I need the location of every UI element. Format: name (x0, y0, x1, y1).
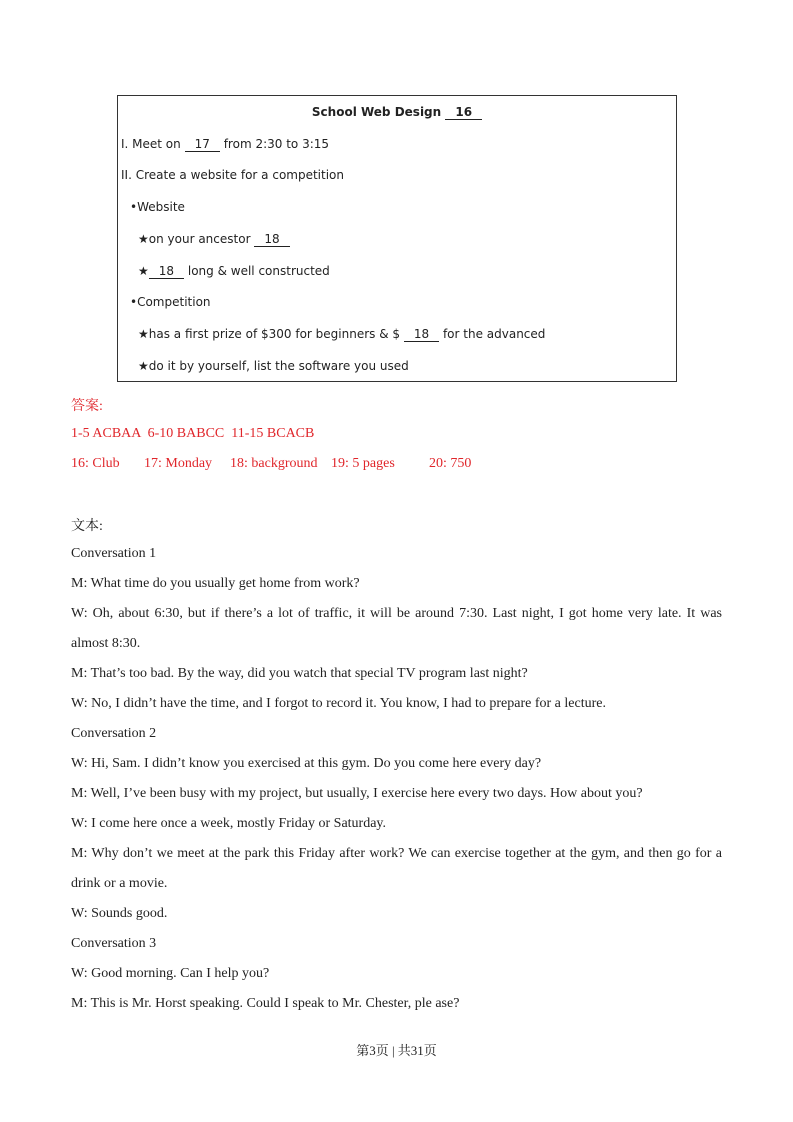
create-row: II. Create a website for a competition (121, 168, 345, 182)
star-icon: ★ (138, 359, 149, 373)
competition-row (130, 295, 211, 309)
prize-row (138, 327, 545, 342)
text-line: M: What time do you usually get home from work? (71, 576, 360, 591)
blank-18c: 18 (404, 328, 439, 342)
blank-18b: 18 (149, 265, 184, 279)
meet-row (121, 137, 329, 152)
yourself-row (138, 359, 409, 373)
blank-18a: 18 (254, 233, 289, 247)
answer-16: 16: Club (71, 456, 120, 471)
text-line: M: Well, I’ve been busy with my project, but usually, I exercise here every two days. How about you? (71, 786, 643, 801)
long-text: long & well constructed (187, 264, 330, 278)
star-icon: ★ (138, 264, 149, 278)
text-line: Conversation 1 (71, 546, 157, 561)
meet-prefix: I. Meet on (121, 137, 181, 151)
ancestor-text: on your ancestor (148, 232, 251, 246)
text-line: W: Good morning. Can I help you? (71, 966, 270, 981)
text-line: W: Hi, Sam. I didn’t know you exercised at this gym. Do you come here every day? (71, 756, 542, 771)
text-line: W: No, I didn’t have the time, and I forgot to record it. You know, I had to prepare for a lecture. (71, 696, 606, 711)
answers-heading: 答案: (71, 399, 103, 414)
website-row (130, 200, 185, 214)
text-line: M: That’s too bad. By the way, did you watch that special TV program last night? (71, 666, 528, 681)
answer-17: 17: Monday (144, 456, 213, 471)
text-line: Conversation 3 (71, 936, 157, 951)
bullet-icon: • (130, 200, 138, 214)
answer-20: 20: 750 (429, 456, 472, 471)
box-title (118, 105, 676, 120)
star-icon: ★ (138, 232, 149, 246)
text-line: almost 8:30. (71, 636, 141, 651)
meet-suffix: from 2:30 to 3:15 (223, 137, 330, 151)
answers-choice: 1-5 ACBAA 6-10 BABCC 11-15 BCACB (71, 426, 315, 441)
answer-18: 18: background (230, 456, 318, 471)
answers-fill (71, 456, 722, 472)
ancestor-row (138, 232, 290, 247)
text-line: M: Why don’t we meet at the park this Friday after work? We can exercise together at the gym, and then go for a (71, 846, 722, 861)
text-line: drink or a movie. (71, 876, 168, 891)
page-footer: 第3页 | 共31页 (356, 1043, 437, 1058)
text-line: M: This is Mr. Horst speaking. Could I speak to Mr. Chester, ple ase? (71, 996, 460, 1011)
text-line: W: Sounds good. (71, 906, 168, 921)
title-text: School Web Design (311, 105, 442, 119)
long-row (138, 264, 330, 279)
prize-suffix: for the advanced (442, 327, 546, 341)
text-line: Conversation 2 (71, 726, 157, 741)
yourself-text: do it by yourself, list the software you used (148, 359, 409, 373)
blank-17: 17 (185, 138, 220, 152)
notes-table (117, 95, 677, 382)
prize-prefix: has a first prize of $300 for beginners & $ (148, 327, 401, 341)
answer-19: 19: 5 pages (331, 456, 395, 471)
website-label: Website (137, 200, 185, 214)
bullet-icon: • (130, 295, 138, 309)
text-line: W: Oh, about 6:30, but if there’s a lot of traffic, it will be around 7:30. Last night, I got home very late. It was (71, 606, 722, 621)
star-icon: ★ (138, 327, 149, 341)
text-line: W: I come here once a week, mostly Friday or Saturday. (71, 816, 387, 831)
text-heading: 文本: (71, 519, 103, 534)
competition-label: Competition (137, 295, 211, 309)
blank-16: 16 (445, 106, 482, 120)
